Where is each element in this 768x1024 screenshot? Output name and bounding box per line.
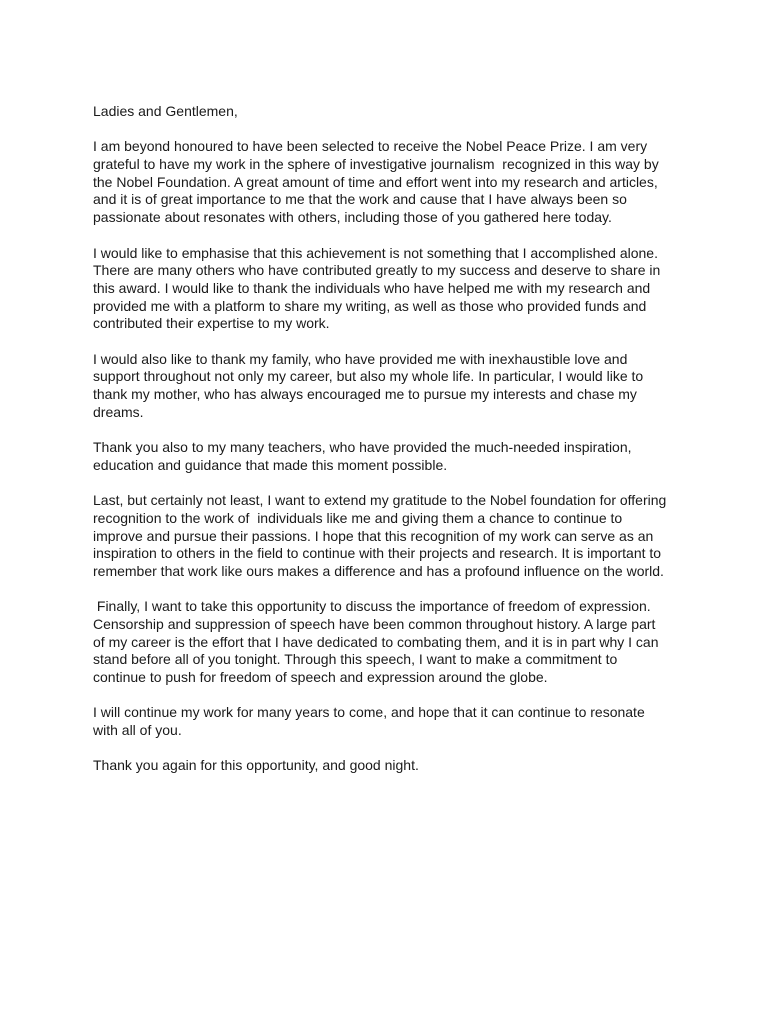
paragraph-line: education and guidance that made this moment possible. <box>93 456 448 473</box>
paragraph-2 <box>93 245 698 333</box>
paragraph-line: continue to push for freedom of speech and expression around the globe. <box>93 669 548 685</box>
paragraph-line: I am beyond honoured to have been selected to receive the Nobel Peace Prize. I am very <box>93 138 648 155</box>
paragraph-line: provided me with a platform to share my writing, as well as those who provided funds and <box>93 297 647 314</box>
paragraph-6 <box>93 598 698 686</box>
paragraph-line: I would also like to thank my family, who have provided me with inexhaustible love and <box>93 350 628 367</box>
paragraph-line: Thank you again for this opportunity, and good night. <box>93 757 419 774</box>
paragraph-line: this award. I would like to thank the individuals who have helped me with my research and <box>93 279 651 296</box>
paragraph-line: the Nobel Foundation. A great amount of time and effort went into my research and articles, <box>93 173 658 190</box>
paragraph-8 <box>93 757 698 775</box>
paragraph-line: inspiration to others in the field to continue with their projects and research. It is important to <box>93 545 662 562</box>
paragraph-line: Thank you also to my many teachers, who have provided the much-needed inspiration, <box>93 439 632 456</box>
greeting <box>93 103 698 121</box>
paragraph-line: There are many others who have contributed greatly to my success and deserve to share in <box>93 262 661 279</box>
paragraph-line: improve and pursue their passions. I hope that this recognition of my work can serve as an <box>93 527 654 544</box>
paragraph-5 <box>93 492 698 580</box>
paragraph-line: remember that work like ours makes a difference and has a profound influence on the world. <box>93 562 664 579</box>
paragraph-line: recognition to the work of individuals like me and giving them a chance to continue to <box>93 509 623 526</box>
paragraph-line: dreams. <box>93 403 144 420</box>
paragraph-line: thank my mother, who has always encouraged me to pursue my interests and chase my <box>93 386 637 402</box>
paragraph-4 <box>93 439 698 474</box>
paragraph-line: I will continue my work for many years to come, and hope that it can continue to resonate <box>93 704 645 721</box>
paragraph-line: passionate about resonates with others, including those of you gathered here today. <box>93 209 612 226</box>
paragraph-3 <box>93 351 698 422</box>
paragraph-1 <box>93 138 698 226</box>
paragraph-line: Last, but certainly not least, I want to extend my gratitude to the Nobel foundation for offering <box>93 492 667 509</box>
paragraph-line: Censorship and suppression of speech have been common throughout history. A large part <box>93 615 656 632</box>
paragraph-line: stand before all of you tonight. Through this speech, I want to make a commitment to <box>93 651 618 668</box>
paragraph-line: with all of you. <box>93 722 182 739</box>
paragraph-line: of my career is the effort that I have dedicated to combating them, and it is in part why I can <box>93 633 659 650</box>
paragraph-line: Finally, I want to take this opportunity to discuss the importance of freedom of expression. <box>93 598 651 615</box>
paragraph-line: grateful to have my work in the sphere of investigative journalism recognized in this way by <box>93 156 659 173</box>
paragraph-7 <box>93 704 698 739</box>
paragraph-line: and it is of great importance to me that the work and cause that I have always been so <box>93 191 627 208</box>
paragraph-line: contributed their expertise to my work. <box>93 315 330 332</box>
greeting-line: Ladies and Gentlemen, <box>93 103 238 119</box>
paragraph-line: support throughout not only my career, but also my whole life. In particular, I would like to <box>93 368 644 385</box>
paragraph-line: I would like to emphasise that this achievement is not something that I accomplished alone. <box>93 244 658 261</box>
